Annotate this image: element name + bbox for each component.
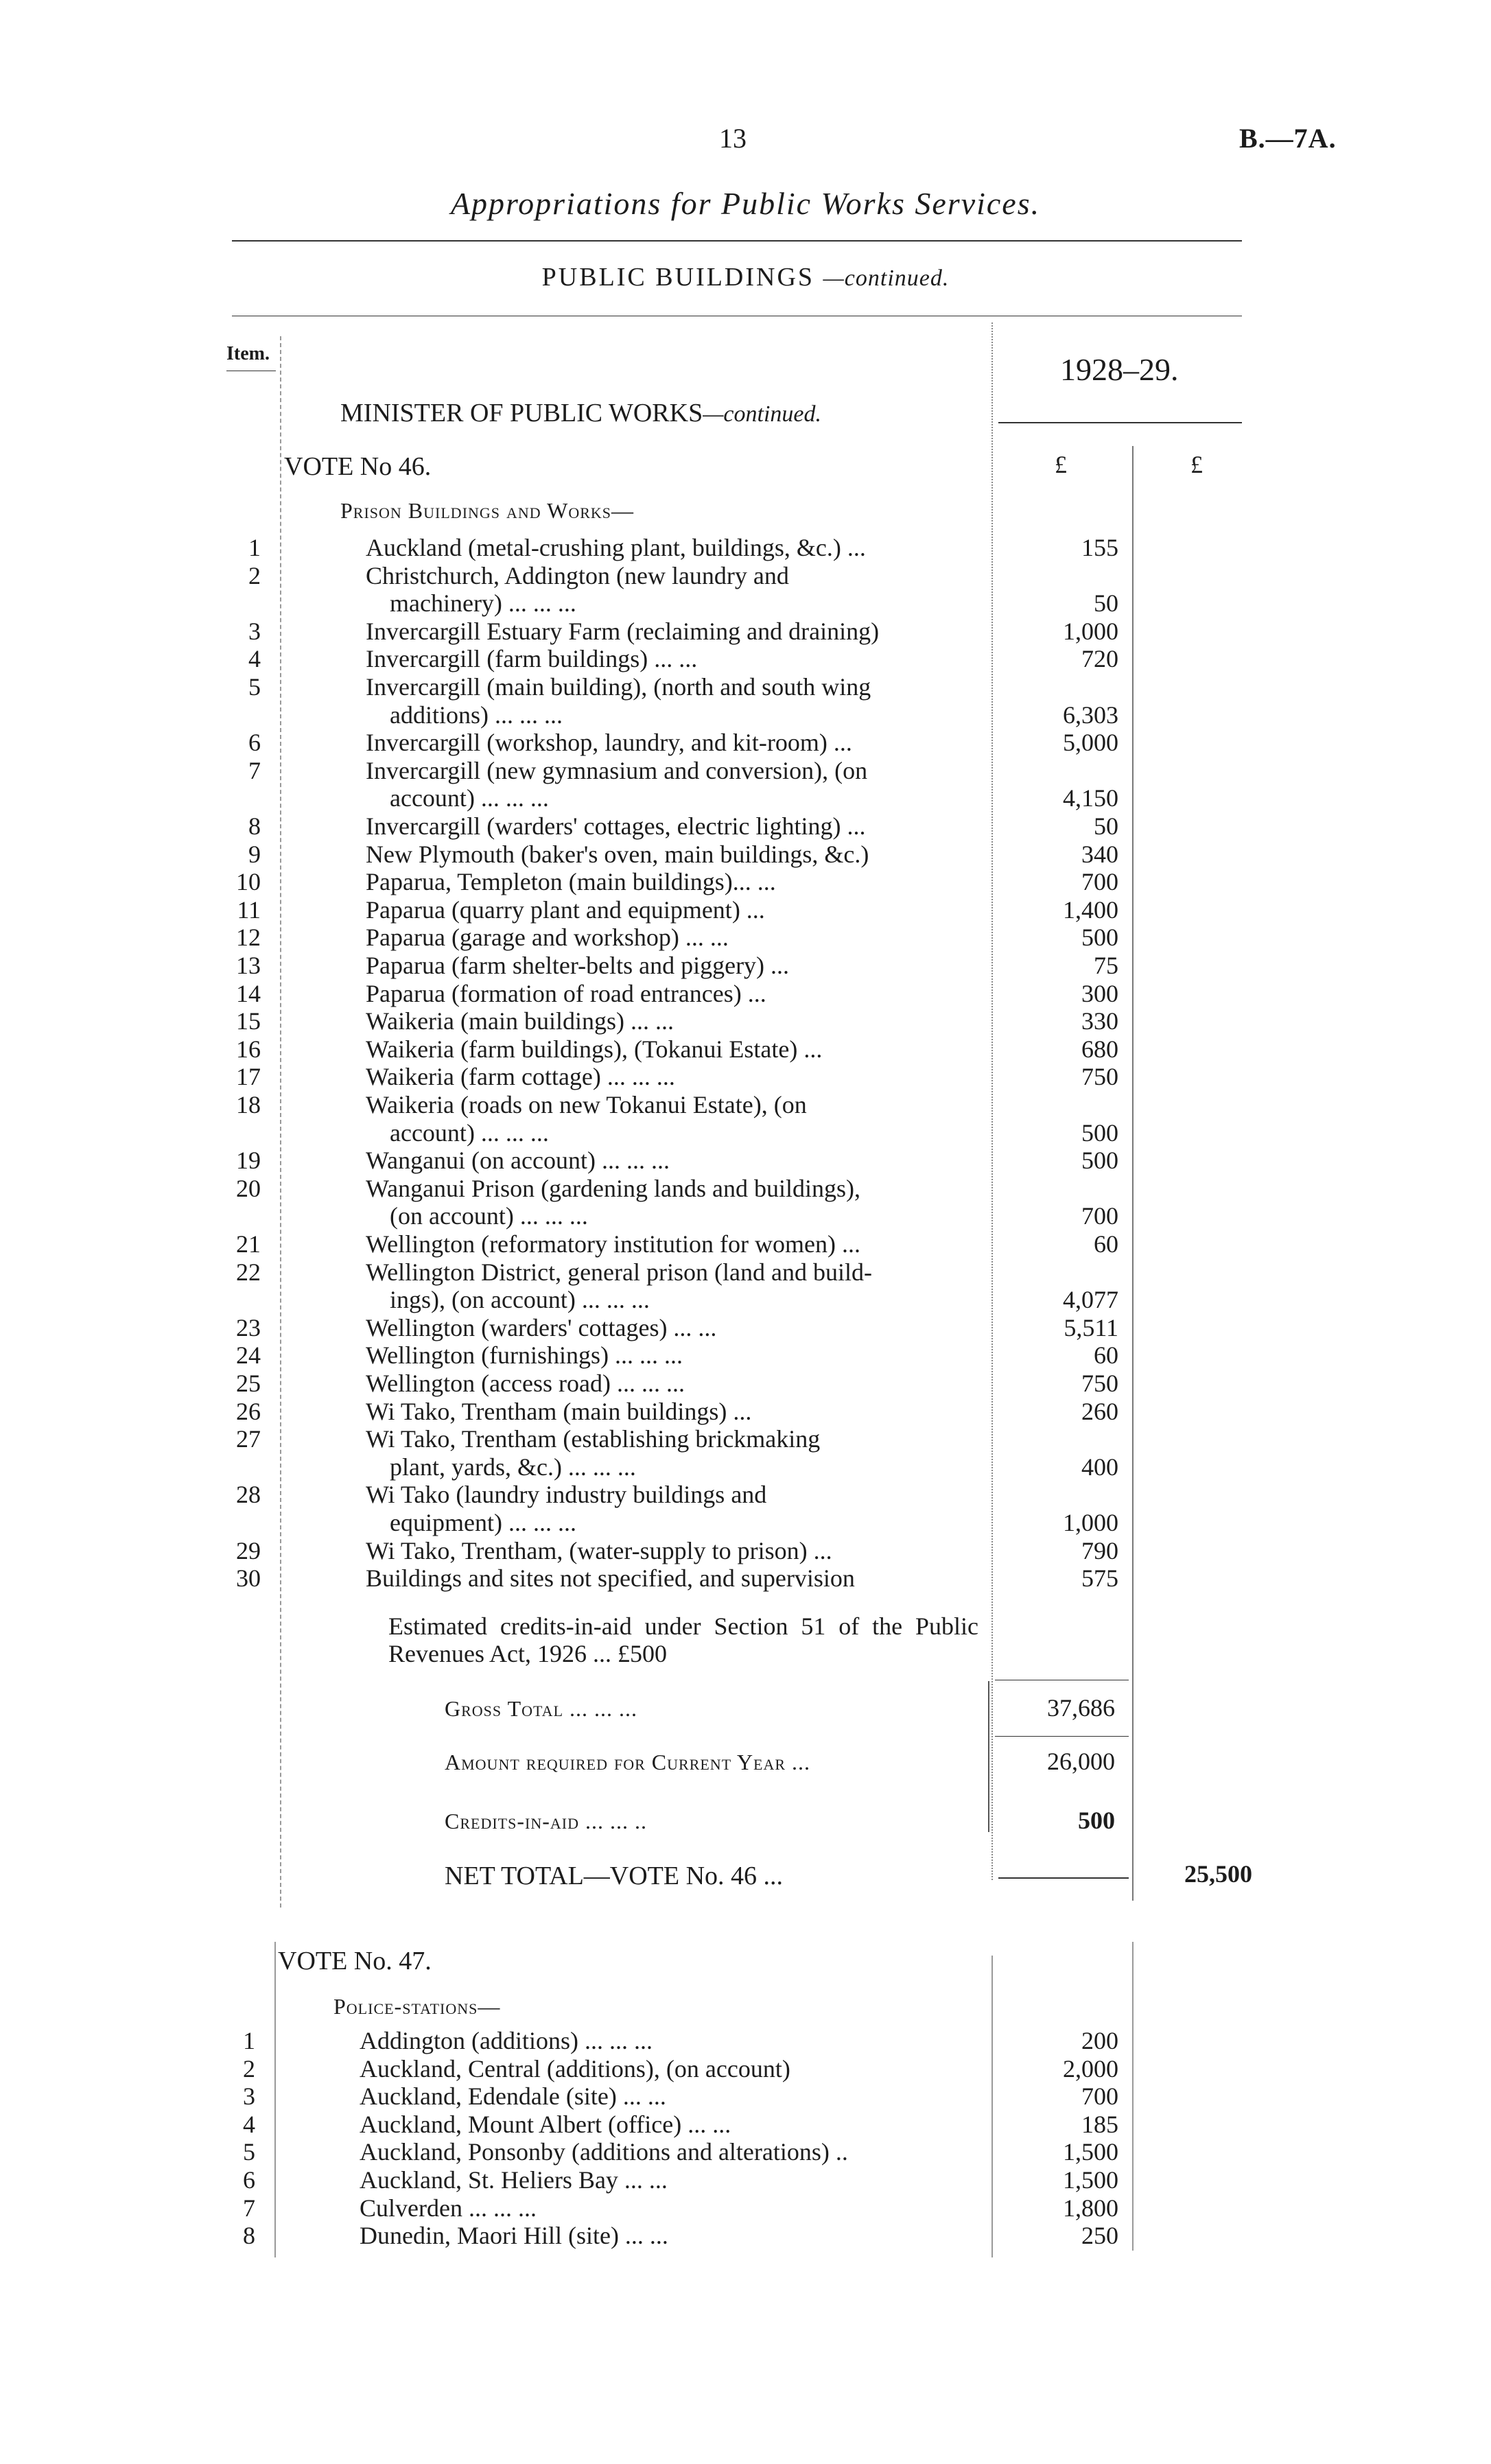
item-number: 5 xyxy=(243,2138,255,2166)
item-amount: 1,500 xyxy=(1063,2138,1118,2166)
document-reference: B.—7A. xyxy=(1239,123,1337,154)
item-amount: 60 xyxy=(1094,1230,1118,1258)
credits-in-aid-note: Estimated credits-in-aid under Section 51 of the Public Revenues Act, 1926 ... £500 xyxy=(388,1612,978,1667)
net-total-value: 25,500 xyxy=(1184,1860,1252,1888)
item-amount: 75 xyxy=(1094,952,1118,979)
net-total-label: NET TOTAL—VOTE No. 46 ... xyxy=(445,1862,784,1890)
item-description-continued: plant, yards, &c.) ... ... ... xyxy=(390,1453,636,1481)
item-description: Paparua (farm shelter-belts and piggery) ... xyxy=(366,952,790,979)
item-description: Christchurch, Addington (new laundry and xyxy=(366,561,789,589)
item-amount: 185 xyxy=(1081,2110,1118,2138)
item-amount: 5,511 xyxy=(1064,1313,1118,1341)
item-amount: 1,400 xyxy=(1063,895,1118,924)
item-number: 7 xyxy=(248,756,261,784)
item-description-continued: machinery) ... ... ... xyxy=(390,589,576,618)
totals-divider xyxy=(988,1681,989,1832)
item-amount: 1,000 xyxy=(1063,617,1118,645)
item-description: Auckland, Ponsonby (additions and alterations) .. xyxy=(360,2138,848,2166)
item-amount: 250 xyxy=(1081,2222,1118,2250)
item-description: Auckland, Mount Albert (office) ... ... xyxy=(360,2110,731,2138)
item-number: 16 xyxy=(236,1035,261,1063)
amount-column-divider-vote47 xyxy=(1132,1942,1134,2251)
item-description: Addington (additions) ... ... ... xyxy=(360,2027,653,2054)
item-description: Paparua, Templeton (main buildings)... ... xyxy=(366,868,776,896)
page-number: 13 xyxy=(719,123,747,154)
item-number: 24 xyxy=(236,1341,261,1370)
item-description: Wellington (warders' cottages) ... ... xyxy=(366,1313,717,1341)
item-amount: 200 xyxy=(1081,2027,1118,2054)
item-number: 15 xyxy=(236,1007,261,1035)
item-amount: 680 xyxy=(1081,1035,1118,1063)
item-description: Invercargill (main building), (north and south wing xyxy=(366,673,871,701)
item-amount: 300 xyxy=(1081,979,1118,1007)
item-amount: 500 xyxy=(1081,1147,1118,1175)
currency-symbol: £ xyxy=(1055,451,1067,478)
item-amount: 50 xyxy=(1094,589,1118,618)
item-description: Waikeria (main buildings) ... ... xyxy=(366,1007,674,1035)
item-description: Dunedin, Maori Hill (site) ... ... xyxy=(360,2222,668,2250)
gross-total-label: Gross Total ... ... ... xyxy=(445,1696,638,1721)
vote-46-title: VOTE No 46. xyxy=(284,452,432,481)
item-column-header: Item. xyxy=(226,343,270,364)
item-amount: 575 xyxy=(1081,1564,1118,1593)
currency-symbol: £ xyxy=(1190,451,1203,478)
item-description: Invercargill Estuary Farm (reclaiming and draining) xyxy=(366,617,880,645)
item-description: Waikeria (roads on new Tokanui Estate), (on xyxy=(366,1091,807,1118)
item-amount: 6,303 xyxy=(1063,701,1118,729)
item-number: 7 xyxy=(243,2194,255,2222)
item-description: Buildings and sites not specified, and supervision xyxy=(366,1564,855,1593)
item-number: 2 xyxy=(248,561,261,589)
item-description: Paparua (garage and workshop) ... ... xyxy=(366,924,729,952)
item-description-continued: additions) ... ... ... xyxy=(390,701,563,729)
item-description: Paparua (quarry plant and equipment) ... xyxy=(366,895,765,924)
item-column-divider-vote47 xyxy=(274,1942,276,2257)
item-number: 10 xyxy=(236,868,261,896)
item-amount: 2,000 xyxy=(1063,2054,1118,2082)
item-amount: 4,077 xyxy=(1063,1286,1118,1314)
minister-heading: MINISTER OF PUBLIC WORKS—continued. xyxy=(340,399,822,427)
item-description-continued: (on account) ... ... ... xyxy=(390,1202,588,1230)
item-description: Wanganui (on account) ... ... ... xyxy=(366,1147,670,1175)
item-description: Waikeria (farm cottage) ... ... ... xyxy=(366,1063,675,1091)
item-description: Wellington (access road) ... ... ... xyxy=(366,1370,685,1397)
item-number: 30 xyxy=(236,1564,261,1593)
item-description: New Plymouth (baker's oven, main buildings, &c.) xyxy=(366,840,869,868)
net-total-rule xyxy=(998,1877,1129,1879)
item-number: 29 xyxy=(236,1536,261,1564)
amount-required-label: Amount required for Current Year ... xyxy=(445,1750,811,1774)
credits-in-aid-value: 500 xyxy=(1078,1807,1115,1834)
item-amount: 260 xyxy=(1081,1397,1118,1425)
item-description: Wellington District, general prison (land and build- xyxy=(366,1258,872,1286)
item-description-continued: account) ... ... ... xyxy=(390,784,549,812)
item-number: 8 xyxy=(248,812,261,840)
item-description: Auckland, St. Heliers Bay ... ... xyxy=(360,2166,668,2194)
item-number: 1 xyxy=(243,2027,255,2054)
item-amount: 340 xyxy=(1081,840,1118,868)
year-header-rule xyxy=(998,422,1242,423)
text-column-divider xyxy=(991,322,993,1880)
item-amount: 700 xyxy=(1081,2082,1118,2111)
item-amount: 330 xyxy=(1081,1007,1118,1035)
item-description: Invercargill (farm buildings) ... ... xyxy=(366,645,698,673)
amount-column-divider xyxy=(1132,446,1134,1901)
item-amount: 155 xyxy=(1081,534,1118,561)
item-number: 23 xyxy=(236,1313,261,1341)
item-description: Paparua (formation of road entrances) ... xyxy=(366,979,766,1007)
item-number: 26 xyxy=(236,1397,261,1425)
item-amount: 700 xyxy=(1081,868,1118,896)
amount-required-value: 26,000 xyxy=(1047,1748,1115,1775)
item-description-continued: equipment) ... ... ... xyxy=(390,1509,576,1536)
item-amount: 720 xyxy=(1081,645,1118,673)
item-number: 9 xyxy=(248,840,261,868)
item-number: 11 xyxy=(237,895,261,924)
item-amount: 1,800 xyxy=(1063,2194,1118,2222)
item-description: Auckland, Central (additions), (on account) xyxy=(360,2054,790,2082)
item-amount: 400 xyxy=(1081,1453,1118,1481)
item-number: 20 xyxy=(236,1174,261,1202)
vote-47-title: VOTE No. 47. xyxy=(278,1947,432,1975)
item-description: Wi Tako, Trentham (establishing brickmaking xyxy=(366,1425,821,1453)
page-title: Appropriations for Public Works Services. xyxy=(450,186,1041,221)
item-number: 22 xyxy=(236,1258,261,1286)
item-amount: 5,000 xyxy=(1063,729,1118,757)
item-number: 25 xyxy=(236,1370,261,1397)
text-column-divider-vote47 xyxy=(991,1956,993,2257)
item-number: 13 xyxy=(236,952,261,979)
item-description-continued: account) ... ... ... xyxy=(390,1118,549,1147)
item-number: 1 xyxy=(248,534,261,561)
item-description: Wi Tako, Trentham (main buildings) ... xyxy=(366,1397,752,1425)
item-amount: 750 xyxy=(1081,1370,1118,1397)
item-amount: 790 xyxy=(1081,1536,1118,1564)
credits-in-aid-label: Credits-in-aid ... ... .. xyxy=(445,1809,647,1833)
item-description-continued: ings), (on account) ... ... ... xyxy=(390,1286,650,1314)
item-amount: 750 xyxy=(1081,1063,1118,1091)
item-number: 17 xyxy=(236,1063,261,1091)
item-number: 4 xyxy=(248,645,261,673)
item-number: 5 xyxy=(248,673,261,701)
item-description: Auckland, Edendale (site) ... ... xyxy=(360,2082,666,2111)
item-number: 27 xyxy=(236,1425,261,1453)
item-amount: 50 xyxy=(1094,812,1118,840)
item-amount: 4,150 xyxy=(1063,784,1118,812)
item-column-divider xyxy=(280,336,281,1908)
item-description: Auckland (metal-crushing plant, buildings, &c.) ... xyxy=(366,534,866,561)
item-description: Invercargill (workshop, laundry, and kit-room) ... xyxy=(366,729,852,757)
item-number: 3 xyxy=(248,617,261,645)
item-number: 2 xyxy=(243,2054,255,2082)
item-number: 3 xyxy=(243,2082,255,2111)
vote-46-category: Prison Buildings and Works— xyxy=(340,498,635,523)
item-number: 8 xyxy=(243,2222,255,2250)
item-number: 21 xyxy=(236,1230,261,1258)
item-amount: 1,000 xyxy=(1063,1509,1118,1536)
item-amount: 500 xyxy=(1081,924,1118,952)
item-amount: 1,500 xyxy=(1063,2166,1118,2194)
item-description: Invercargill (new gymnasium and conversion), (on xyxy=(366,756,868,784)
item-description: Wi Tako, Trentham, (water-supply to prison) ... xyxy=(366,1536,832,1564)
item-number: 6 xyxy=(248,729,261,757)
title-rule xyxy=(232,240,1242,242)
gross-total-value: 37,686 xyxy=(1047,1694,1115,1722)
item-number: 18 xyxy=(236,1091,261,1118)
item-number: 28 xyxy=(236,1481,261,1509)
item-number: 6 xyxy=(243,2166,255,2194)
item-description: Culverden ... ... ... xyxy=(360,2194,537,2222)
item-number: 12 xyxy=(236,924,261,952)
item-description: Wi Tako (laundry industry buildings and xyxy=(366,1481,767,1509)
item-description: Waikeria (farm buildings), (Tokanui Estate) ... xyxy=(366,1035,823,1063)
item-description: Invercargill (warders' cottages, electric lighting) ... xyxy=(366,812,866,840)
item-amount: 500 xyxy=(1081,1118,1118,1147)
section-heading: PUBLIC BUILDINGS —continued. xyxy=(541,263,950,292)
item-description: Wellington (reformatory institution for women) ... xyxy=(366,1230,860,1258)
item-amount: 60 xyxy=(1094,1341,1118,1370)
vote-47-category: Police-stations— xyxy=(333,1994,501,2019)
amount-required-rule xyxy=(995,1736,1129,1737)
item-number: 14 xyxy=(236,979,261,1007)
item-amount: 700 xyxy=(1081,1202,1118,1230)
item-description: Wanganui Prison (gardening lands and buildings), xyxy=(366,1174,860,1202)
item-number: 4 xyxy=(243,2110,255,2138)
year-column-header: 1928–29. xyxy=(1060,352,1179,387)
item-number: 19 xyxy=(236,1147,261,1175)
item-description: Wellington (furnishings) ... ... ... xyxy=(366,1341,683,1370)
